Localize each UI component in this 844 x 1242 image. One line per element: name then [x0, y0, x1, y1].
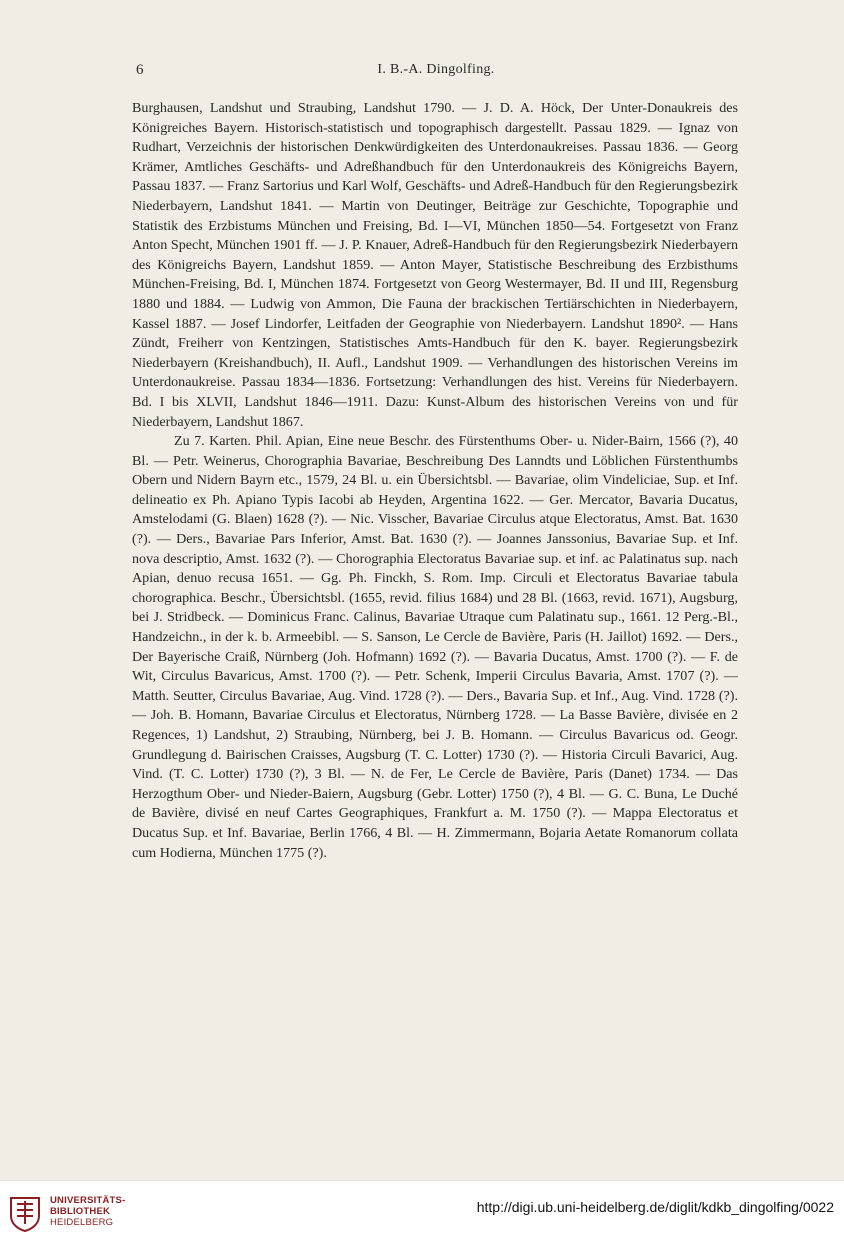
bibliography-paragraph: Burghausen, Landshut und Straubing, Landshut 1790. — J. D. A. Höck, Der Unter-Donaukreis des Königreiches Bayern. Historisch-statistisch und topographisch dargestellt. Passau 1829. — Ignaz von Rudhart, Verzeichnis der historischen Denkwürdigkeiten des Unterdonaukreises. Passau 1836. — Georg Krämer, Amtliches Geschäfts- und Adreßhandbuch für den Unterdonaukreis des Königreichs Bayern, Passau 1837. — Franz Sartorius und Karl Wolf, Geschäfts- und Adreß-Handbuch für den Regierungsbezirk Niederbayern, Landshut 1841. — Martin von Deutinger, Beiträge zur Geschichte, Topographie und Statistik des Erzbistums München und Freising, Bd. I—VI, München 1850—54. Fortgesetzt von Franz Anton Specht, München 1901 ff. — J. P. Knauer, Adreß-Handbuch für den Regierungsbezirk Niederbayern des Königreichs Bayern, Landshut 1859. — Anton Mayer, Statistische Beschreibung des Erzbisthums München-Freising, Bd. I, München 1874. Fortgesetzt von Georg Westermayer, Bd. II und III, Regensburg 1880 und 1884. — Ludwig von Ammon, Die Fauna der brackischen Tertiärschichten in Niederbayern, Kassel 1887. — Josef Lindorfer, Leitfaden der Geographie von Niederbayern. Landshut 1890². — Hans Zündt, Freiherr von Kentzingen, Statistisches Amts-Handbuch für den K. bayer. Regierungsbezirk Niederbayern (Kreishandbuch), II. Aufl., Landshut 1909. — Verhandlungen des historischen Vereins im Unterdonaukreise. Passau 1834—1836. Fortsetzung: Verhandlungen des hist. Vereins für Niederbayern. Bd. I bis XLVII, Landshut 1846—1911. Dazu: Kunst-Album des historischen Vereins von und für Niederbayern, Landshut 1867. — [132, 100, 738, 430]
library-name: UNIVERSITÄTS- BIBLIOTHEK HEIDELBERG — [50, 1195, 126, 1228]
footer-bar — [0, 1180, 844, 1242]
library-seal-icon — [8, 1192, 42, 1232]
page-header — [136, 62, 736, 86]
body-text — [132, 99, 738, 863]
running-title: I. B.-A. Dingolfing. — [377, 62, 495, 77]
page-number: 6 — [136, 62, 144, 78]
library-logo[interactable] — [8, 1192, 168, 1234]
maps-paragraph: Zu 7. Karten. Phil. Apian, Eine neue Beschr. des Fürstenthums Ober- u. Nider-Bairn, 1566 (?), 40 Bl. — Petr. Weinerus, Chorographia Bavariae, Beschreibung Des Lanndts und Löblichen Fürstenthumbs Obern und Nidern Bayrn etc., 1579, 24 Bl. u. ein Übersichtsbl. — Bavariae, olim Vindeliciae, Sup. et Inf. delineatio ex Ph. Apiano Typis Iacobi ab Heyden, Argentina 1622. — Ger. Mercator, Bavaria Ducatus, Amstelodami (G. Blaen) 1628 (?). — Nic. Visscher, Bavariae Circulus atque Electoratus, Amst. Bat. 1630 (?). — Ders., Bavariae Pars Inferior, Amst. Bat. 1630 (?). — Joannes Janssonius, Bavariae Sup. et Inf. nova descriptio, Amst. 1632 (?). — Chorographia Electoratus Bavariae sup. et inf. ac Palatinatus sup. nach Apian, denuo recusa 1651. — Gg. Ph. Finckh, S. Rom. Imp. Circuli et Electoratus Bavariae tabula chorographica. Beschr., Übersichtsbl. (1655, revid. filius 1684) und 28 Bl. (1663, revid. 1671), Augsburg, bei J. Stridbeck. — Dominicus Franc. Calinus, Bavariae Utraque cum Palatinatu sup., 1661. 12 Perg.-Bl., Handzeichn., in der k. b. Armeebibl. — S. Sanson, Le Cercle de Bavière, Paris (H. Jaillot) 1692. — Ders., Der Bayerische Craiß, Nürnberg (Joh. Hofmann) 1692 (?). — Bavaria Ducatus, Amst. 1700 (?). — F. de Wit, Circulus Bavaricus, Amst. 1700 (?). — Petr. Schenk, Imperii Circulus Bavaria, Amst. 1707 (?). — Matth. Seutter, Circulus Bavariae, Aug. Vind. 1728 (?). — Ders., Bavaria Sup. et Inf., Aug. Vind. 1728 (?). — Joh. B. Homann, Bavariae Circulus et Electoratus, Nürnberg 1728. — La Basse Bavière, divisée en 2 Regences, 1) Landshut, 2) Straubing, Nürnberg, bei J. B. Homann. — Circulus Bavaricus od. Geogr. Grundlegung d. Bairischen Craisses, Augsburg (T. C. Lotter) 1730 (?). — Historia Circuli Bavarici, Aug. Vind. (T. C. Lotter) 1730 (?), 3 Bl. — N. de Fer, Le Cercle de Bavière, Paris (Danet) 1734. — Das Herzogthum Ober- und Nieder-Baiern, Augsburg (Gebr. Lotter) 1750 (?), 4 Bl. — G. C. Buna, Le Duché de Bavière, divisé en neuf Cartes Geographiques, Frankfurt a. M. 1750 (?). — Mappa Electoratus et Ducatus Sup. et Inf. Bavariae, Berlin 1766, 4 Bl. — H. Zimmermann, Bojaria Aetate Romanorum collata cum Hodierna, München 1775 (?). — [132, 433, 738, 861]
source-url-link[interactable]: http://digi.ub.uni-heidelberg.de/diglit/kdkb_dingolfing/0022 — [476, 1199, 834, 1215]
